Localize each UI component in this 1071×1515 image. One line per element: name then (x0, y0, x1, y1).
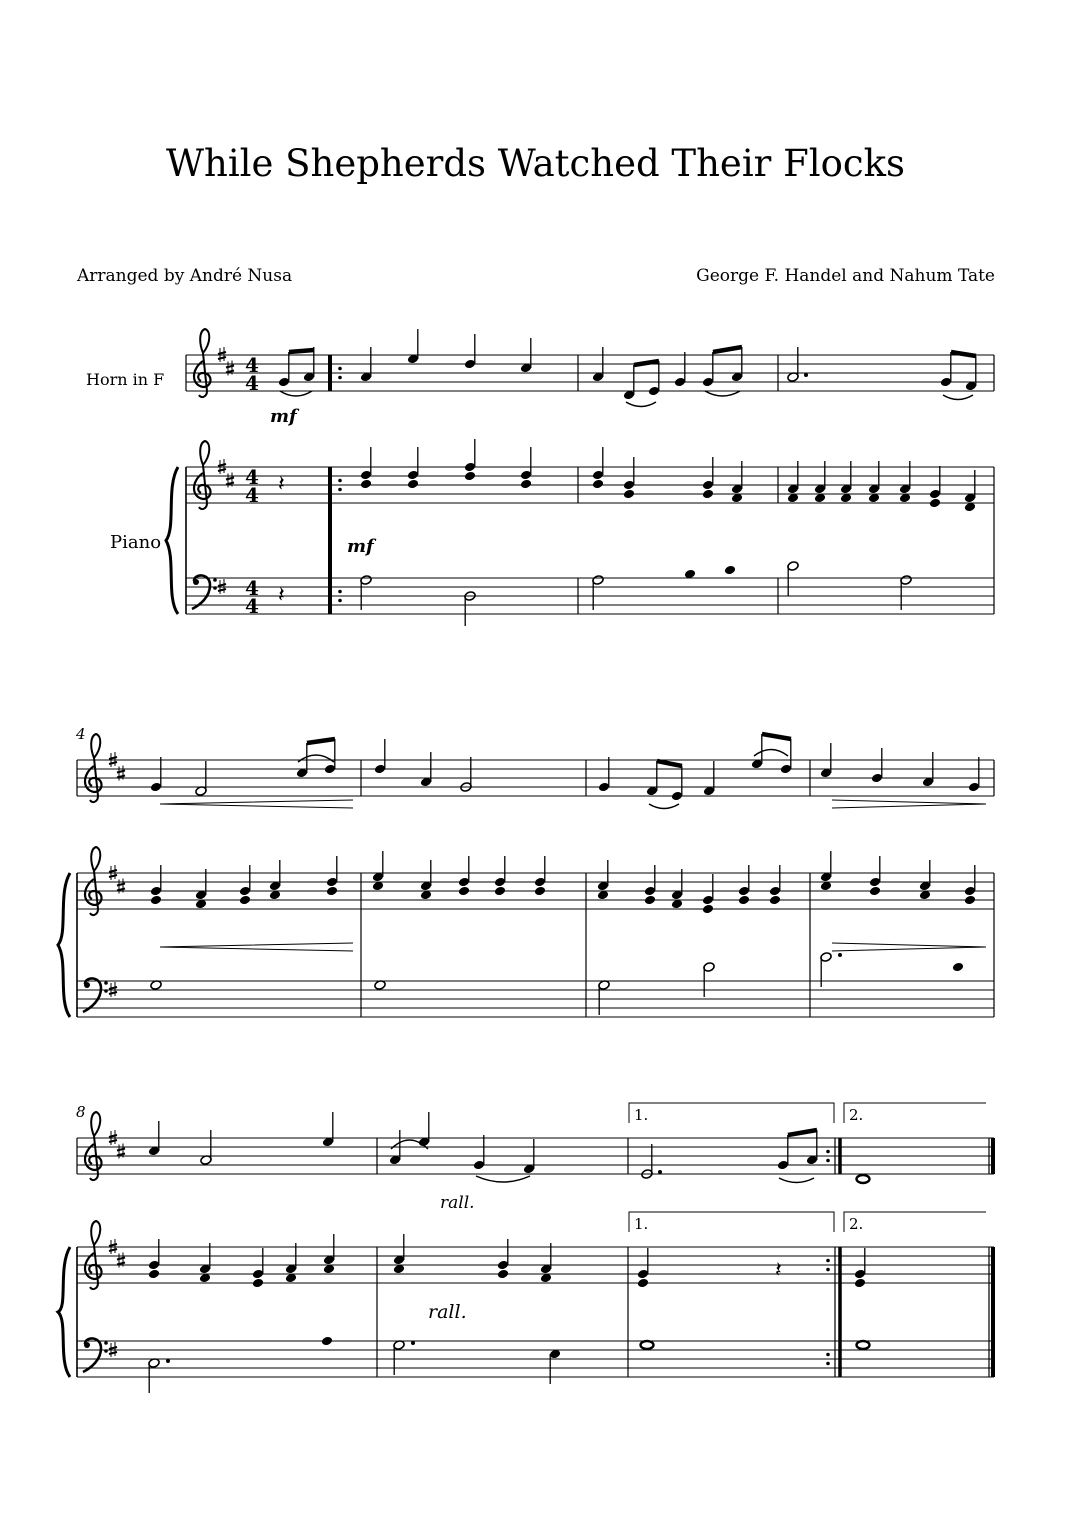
volta-bracket (844, 1103, 986, 1123)
note-head (458, 886, 470, 897)
note-head (702, 489, 714, 500)
note-head (407, 479, 419, 490)
treble-clef-icon (194, 441, 211, 509)
dot (804, 373, 808, 377)
note-head (929, 498, 941, 509)
dot (838, 953, 842, 957)
slur (476, 1176, 530, 1182)
time-signature: 4 (245, 594, 259, 618)
repeat-dot (338, 488, 342, 492)
note-head (724, 565, 736, 576)
repeat-dot (338, 376, 342, 380)
rest: 𝄽 (278, 472, 285, 497)
repeat-dot (826, 1259, 830, 1263)
dot (658, 1170, 662, 1174)
note-beam (713, 347, 742, 352)
slur (626, 402, 656, 407)
volta-bracket (629, 1103, 834, 1123)
note-head (148, 1269, 160, 1280)
time-signature: 4 (245, 371, 259, 395)
treble-clef-icon (85, 847, 102, 915)
crescendo-hairpin (160, 800, 353, 808)
note-head (321, 1336, 333, 1347)
bass-clef-icon (83, 978, 108, 1012)
bass-clef-icon (192, 575, 217, 609)
dynamic-mf: mf (347, 536, 374, 557)
volta-label: 1. (634, 1106, 649, 1124)
note-head (150, 895, 162, 906)
arranger-credit: Arranged by André Nusa (77, 266, 293, 286)
rest: 𝄽 (775, 1258, 782, 1283)
note-head (592, 479, 604, 490)
volta-bracket (844, 1212, 986, 1232)
note-head (464, 471, 476, 482)
dynamic-mf: mf (270, 406, 297, 427)
treble-clef-icon (85, 1112, 102, 1180)
note-head (769, 895, 781, 906)
note-head (952, 962, 964, 973)
repeat-dot (338, 599, 342, 603)
treble-clef-icon (85, 1221, 102, 1289)
whole-note (641, 1341, 654, 1349)
decrescendo-hairpin (832, 800, 986, 808)
note-beam (307, 739, 335, 743)
composer-credit: George F. Handel and Nahum Tate (696, 266, 995, 286)
note-head (520, 479, 532, 490)
time-signature: 4 (245, 465, 259, 489)
repeat-dot (826, 1159, 830, 1163)
repeat-dot (826, 1268, 830, 1272)
slur (649, 804, 679, 809)
score-title: While Shepherds Watched Their Flocks (165, 142, 906, 185)
note-head (534, 886, 546, 897)
note-beam (657, 761, 682, 766)
note-beam (788, 1130, 817, 1135)
note-head (869, 886, 881, 897)
repeat-dot (826, 1362, 830, 1366)
note-head (360, 479, 372, 490)
note-head (623, 489, 635, 500)
dot (166, 1359, 170, 1363)
note-head (854, 1278, 866, 1289)
note-head (644, 895, 656, 906)
crescendo-hairpin (160, 943, 353, 951)
whole-note (857, 1175, 870, 1183)
repeat-dot (338, 590, 342, 594)
note-head (738, 895, 750, 906)
slur (943, 395, 973, 400)
treble-clef-icon (85, 734, 102, 802)
dot (411, 1341, 415, 1345)
slur (705, 391, 740, 396)
measure-number: 4 (76, 725, 86, 743)
note-head (239, 895, 251, 906)
repeat-dot (826, 1353, 830, 1357)
piano-brace (166, 467, 178, 614)
measure-number: 8 (76, 1103, 86, 1121)
bass-clef-icon (83, 1338, 108, 1372)
time-signature: 4 (245, 483, 259, 507)
time-signature: 4 (245, 576, 259, 600)
slur (754, 750, 788, 757)
instrument-label-piano: Piano (110, 532, 162, 553)
volta-label: 1. (634, 1215, 649, 1233)
note-head (964, 895, 976, 906)
note-head (494, 886, 506, 897)
piano-brace (58, 873, 70, 1017)
volta-label: 2. (849, 1215, 864, 1233)
note-head (702, 904, 714, 915)
time-signature: 4 (245, 353, 259, 377)
note-head (497, 1269, 509, 1280)
decrescendo-hairpin (832, 943, 986, 951)
repeat-dot (826, 1150, 830, 1154)
piano-brace (58, 1247, 70, 1377)
repeat-dot (338, 479, 342, 483)
repeat-dot (338, 367, 342, 371)
rall-marking: rall. (428, 1301, 467, 1323)
instrument-label-horn: Horn in F (86, 370, 165, 389)
volta-label: 2. (849, 1106, 864, 1124)
volta-bracket (629, 1212, 834, 1232)
note-head (637, 1278, 649, 1289)
rest: 𝄽 (278, 583, 285, 608)
slur (280, 391, 312, 396)
rall-marking: rall. (440, 1193, 475, 1213)
slur (779, 1178, 814, 1183)
treble-clef-icon (194, 329, 211, 397)
note-beam (289, 350, 314, 352)
whole-note (857, 1341, 870, 1349)
note-beam (762, 734, 791, 739)
note-head (326, 886, 338, 897)
slur (298, 755, 334, 762)
note-head (252, 1278, 264, 1289)
